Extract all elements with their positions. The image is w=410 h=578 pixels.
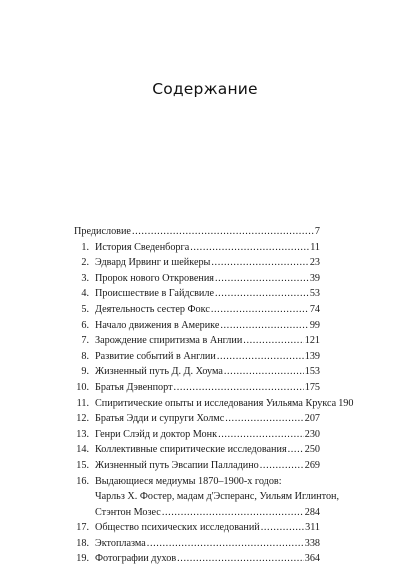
toc-entry-label: Общество психических исследований: [95, 522, 260, 534]
dot-leader: [243, 333, 303, 349]
toc-entry: [74, 380, 320, 396]
dot-leader: [261, 520, 304, 536]
toc-page-number: 311: [305, 522, 320, 534]
toc-entry-label: Коллективные спиритические исследования: [95, 444, 287, 456]
toc-entry: [74, 240, 320, 256]
toc-page-number: 23: [309, 257, 320, 269]
toc-page-number: 190: [338, 397, 354, 409]
toc-entry-preface: [74, 224, 320, 240]
toc-entry: [74, 271, 320, 287]
toc-entry: [74, 427, 320, 443]
toc-page-number: 11: [310, 241, 320, 253]
toc-entry-number: 17.: [76, 522, 89, 534]
toc-entry: [74, 536, 320, 552]
toc-entry: [74, 442, 320, 458]
toc-page-number: 175: [304, 381, 320, 393]
toc-entry-label: Эдвард Ирвинг и шейкеры: [95, 257, 211, 269]
dot-leader: [217, 349, 304, 365]
toc-entry-label: Развитие событий в Англии: [95, 350, 216, 362]
toc-entry-number: 6.: [81, 319, 89, 331]
toc-entry-label: Зарождение спиритизма в Англии: [95, 335, 243, 347]
toc-entry-label: Предисловие: [74, 226, 131, 237]
dot-leader: [218, 427, 304, 443]
dot-leader: [162, 505, 304, 521]
dot-leader: [132, 224, 314, 240]
toc-entry-number: 14.: [76, 444, 89, 456]
toc-page-number: 7: [314, 226, 320, 237]
dot-leader: [288, 442, 304, 458]
toc-entry-label: Эктоплазма: [95, 537, 146, 549]
toc-page-number: 269: [304, 459, 320, 471]
toc-page-number: 139: [304, 350, 320, 362]
dot-leader: [215, 271, 309, 287]
toc-entry-number: 18.: [76, 537, 89, 549]
toc-entry-number: 16.: [76, 475, 89, 487]
toc-entry-number: 2.: [81, 257, 89, 269]
toc-entry: [74, 364, 320, 380]
toc-page-number: 153: [304, 366, 320, 378]
toc-entry-continuation-last: [74, 505, 320, 521]
dot-leader: [260, 458, 304, 474]
toc-page-number: 207: [304, 413, 320, 425]
toc-entry: [74, 255, 320, 271]
toc-entry-label: Происшествие в Гайдсвиле: [95, 288, 214, 300]
dot-leader: [211, 255, 308, 271]
toc-entry-label: Братья Эдди и супруги Холмс: [95, 413, 225, 425]
toc-page-number: 53: [309, 288, 320, 300]
toc-page-number: 74: [309, 303, 320, 315]
toc-entry-number: 13.: [76, 428, 89, 440]
toc-entry-continuation: Чарльз Х. Фостер, мадам д'Эсперанс, Уильям Иглинтон,: [95, 491, 340, 503]
toc-entry-label: Начало движения в Америке: [95, 319, 220, 331]
toc-entry-number: 15.: [76, 459, 89, 471]
toc-entry: [74, 286, 320, 302]
toc-entry-multiline: [74, 474, 320, 490]
toc-entry: [74, 411, 320, 427]
toc-entry-number: 12.: [76, 413, 89, 425]
toc-entry-number: 19.: [76, 553, 89, 565]
toc-entry-label: Спиритические опыты и исследования Уильяма Крукса: [95, 397, 337, 409]
toc-entry-label: Фотографии духов: [95, 553, 177, 565]
toc-entry: [74, 349, 320, 365]
toc-entry-label: Жизненный путь Эвсапии Палладино: [95, 459, 259, 471]
toc-page-number: 230: [304, 428, 320, 440]
toc-page-number: 338: [304, 537, 320, 549]
toc-entry-continuation-label: Стэнтон Мозес: [95, 506, 161, 518]
table-of-contents: [74, 224, 354, 567]
toc-page-number: 364: [304, 553, 320, 565]
toc-entry-number: 3.: [81, 272, 89, 284]
toc-entry-label: Братья Дэвенпорт: [95, 381, 173, 393]
toc-page-number: 99: [309, 319, 320, 331]
toc-page-number: 39: [309, 272, 320, 284]
toc-entry: [74, 458, 320, 474]
toc-entry: [74, 333, 320, 349]
toc-entry: [74, 520, 320, 536]
toc-entry-label: Жизненный путь Д. Д. Хоума: [95, 366, 223, 378]
toc-page-number: 250: [304, 444, 320, 456]
toc-entry-number: 10.: [76, 381, 89, 393]
toc-page-number: 284: [304, 506, 320, 518]
toc-entry: [74, 318, 320, 334]
toc-entry: [74, 551, 320, 567]
dot-leader: [190, 240, 309, 256]
dot-leader: [215, 286, 309, 302]
dot-leader: [174, 380, 304, 396]
dot-leader: [224, 364, 304, 380]
toc-entry-number: 11.: [76, 397, 89, 409]
dot-leader: [177, 551, 304, 567]
toc-entry-label: Деятельность сестер Фокс: [95, 303, 210, 315]
dot-leader: [220, 318, 308, 334]
toc-entry-label: История Сведенборга: [95, 241, 190, 253]
toc-entry-number: 4.: [81, 288, 89, 300]
toc-entry-number: 5.: [81, 303, 89, 315]
toc-page-number: 121: [304, 335, 320, 347]
toc-entry-label: Пророк нового Откровения: [95, 272, 214, 284]
toc-entry-label: Выдающиеся медиумы 1870–1900-х годов:: [95, 475, 282, 487]
toc-entry-number: 7.: [81, 335, 89, 347]
toc-entry-number: 1.: [81, 241, 89, 253]
toc-entry-number: 8.: [81, 350, 89, 362]
toc-entry: [74, 302, 320, 318]
dot-leader: [147, 536, 304, 552]
dot-leader: [211, 302, 309, 318]
toc-entry-number: 9.: [81, 366, 89, 378]
toc-entry-label: Генри Слэйд и доктор Монк: [95, 428, 218, 440]
page-title: Содержание: [152, 80, 258, 98]
toc-entry: [74, 396, 354, 412]
dot-leader: [225, 411, 303, 427]
